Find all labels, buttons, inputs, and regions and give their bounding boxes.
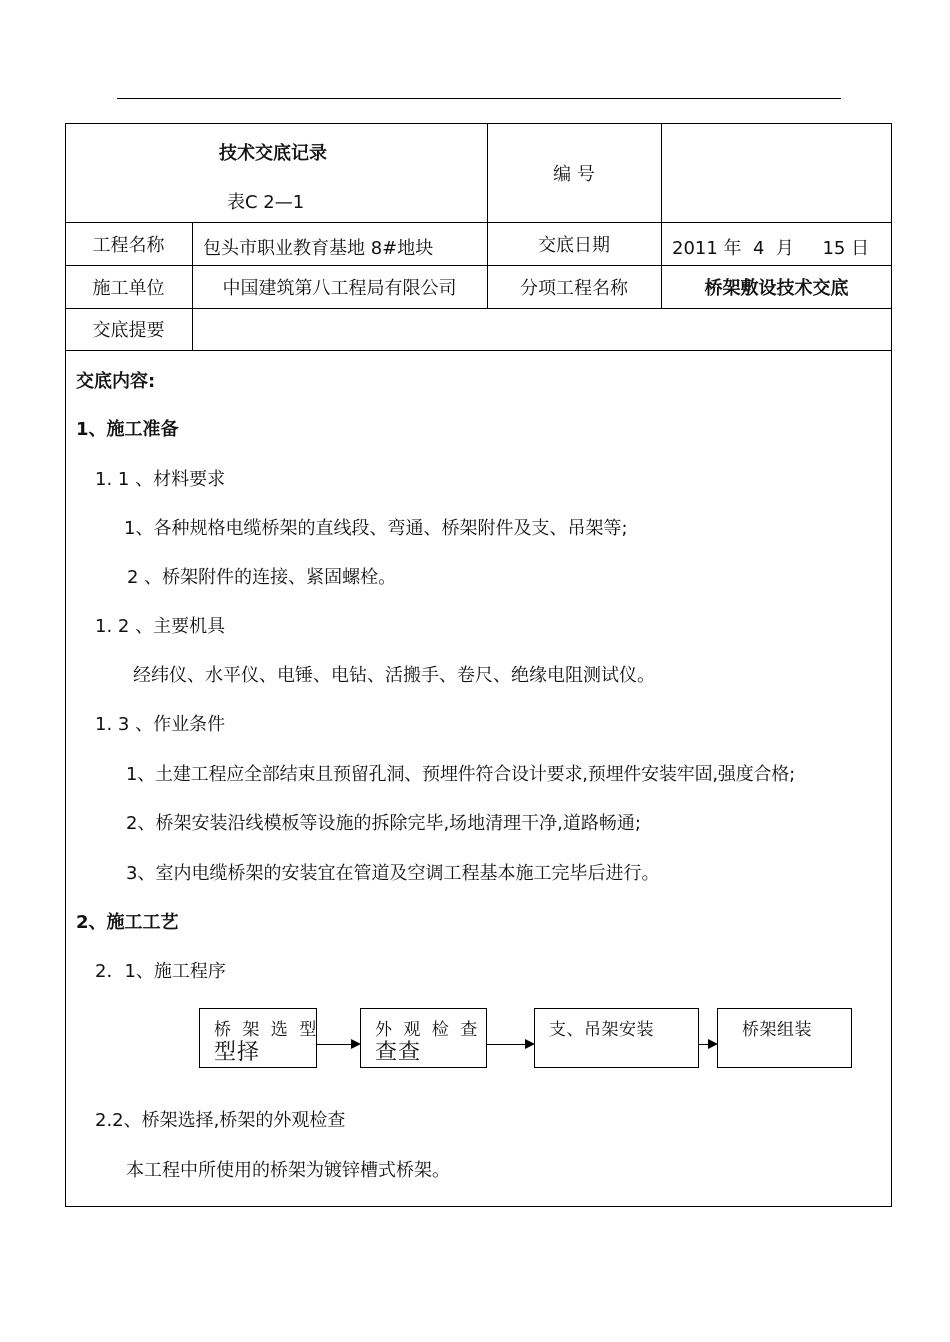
section-1-3-item-1: 1、土建工程应全部结束且预留孔洞、预埋件符合设计要求,预埋件安装牢固,强度合格; (126, 764, 795, 785)
project-name-value: 包头市职业教育基地 8#地块 (203, 238, 434, 259)
section-2-heading: 2、施工工艺 (76, 912, 179, 933)
flow-step-bridge-selection (199, 1008, 320, 1068)
project-name-label: 工程名称 (92, 234, 165, 256)
date-value: 2011 年 4 月 15 日 (672, 238, 870, 259)
section-1-1-item-2: 2 、桥架附件的连接、紧固螺栓。 (127, 567, 397, 588)
construction-unit-value: 中国建筑第八工程局有限公司 (222, 277, 457, 299)
section-2-2-text: 本工程中所使用的桥架为镀锌槽式桥架。 (126, 1160, 450, 1181)
flow-step-label: 桥 架 选 型 (214, 1020, 320, 1040)
flow-step-label: 支、吊架安装 (549, 1020, 654, 1040)
section-2-1-heading: 2．1、施工程序 (95, 961, 226, 982)
number-value (661, 123, 892, 222)
content-heading: 交底内容: (76, 371, 156, 392)
flow-step-label-overlap: 查查 (375, 1040, 422, 1065)
summary-label: 交底提要 (92, 320, 165, 341)
flow-step-label-overlap: 型择 (214, 1040, 261, 1065)
section-1-2-heading: 1. 2 、主要机具 (95, 616, 226, 637)
subproject-label: 分项工程名称 (520, 277, 628, 299)
form-number: 表C 2—1 (227, 192, 305, 213)
header-rule (117, 98, 841, 99)
section-1-3-item-3: 3、室内电缆桥架的安装宜在管道及空调工程基本施工完毕后进行。 (126, 863, 660, 884)
number-label: 编 号 (553, 163, 595, 185)
flow-arrow-icon (487, 1044, 533, 1045)
section-1-heading: 1、施工准备 (76, 419, 179, 440)
section-2-2-heading: 2.2、桥架选择,桥架的外观检查 (95, 1110, 346, 1131)
construction-unit-label: 施工单位 (92, 277, 165, 299)
flow-step-hanger-install (534, 1008, 699, 1068)
subproject-value: 桥架敷设技术交底 (704, 277, 849, 299)
flow-step-label: 桥架组装 (742, 1020, 812, 1040)
flow-step-label: 外 观 检 查 (375, 1020, 481, 1040)
summary-value (192, 308, 892, 350)
date-label: 交底日期 (538, 234, 610, 256)
section-1-3-item-2: 2、桥架安装沿线模板等设施的拆除完毕,场地清理干净,道路畅通; (126, 813, 641, 834)
section-1-1-heading: 1. 1 、材料要求 (95, 469, 226, 490)
row-divider (65, 350, 892, 351)
flow-arrow-icon (317, 1044, 359, 1045)
document-title: 技术交底记录 (219, 143, 327, 164)
flow-step-appearance-check (360, 1008, 487, 1068)
section-1-1-item-1: 1、各种规格电缆桥架的直线段、弯通、桥架附件及支、吊架等; (124, 518, 628, 539)
section-1-2-tools: 经纬仪、水平仪、电锤、电钻、活搬手、卷尺、绝缘电阻测试仪。 (133, 665, 655, 686)
flow-arrow-icon (699, 1044, 716, 1045)
flow-step-bridge-assembly (717, 1008, 852, 1068)
section-1-3-heading: 1. 3 、作业条件 (95, 714, 226, 735)
